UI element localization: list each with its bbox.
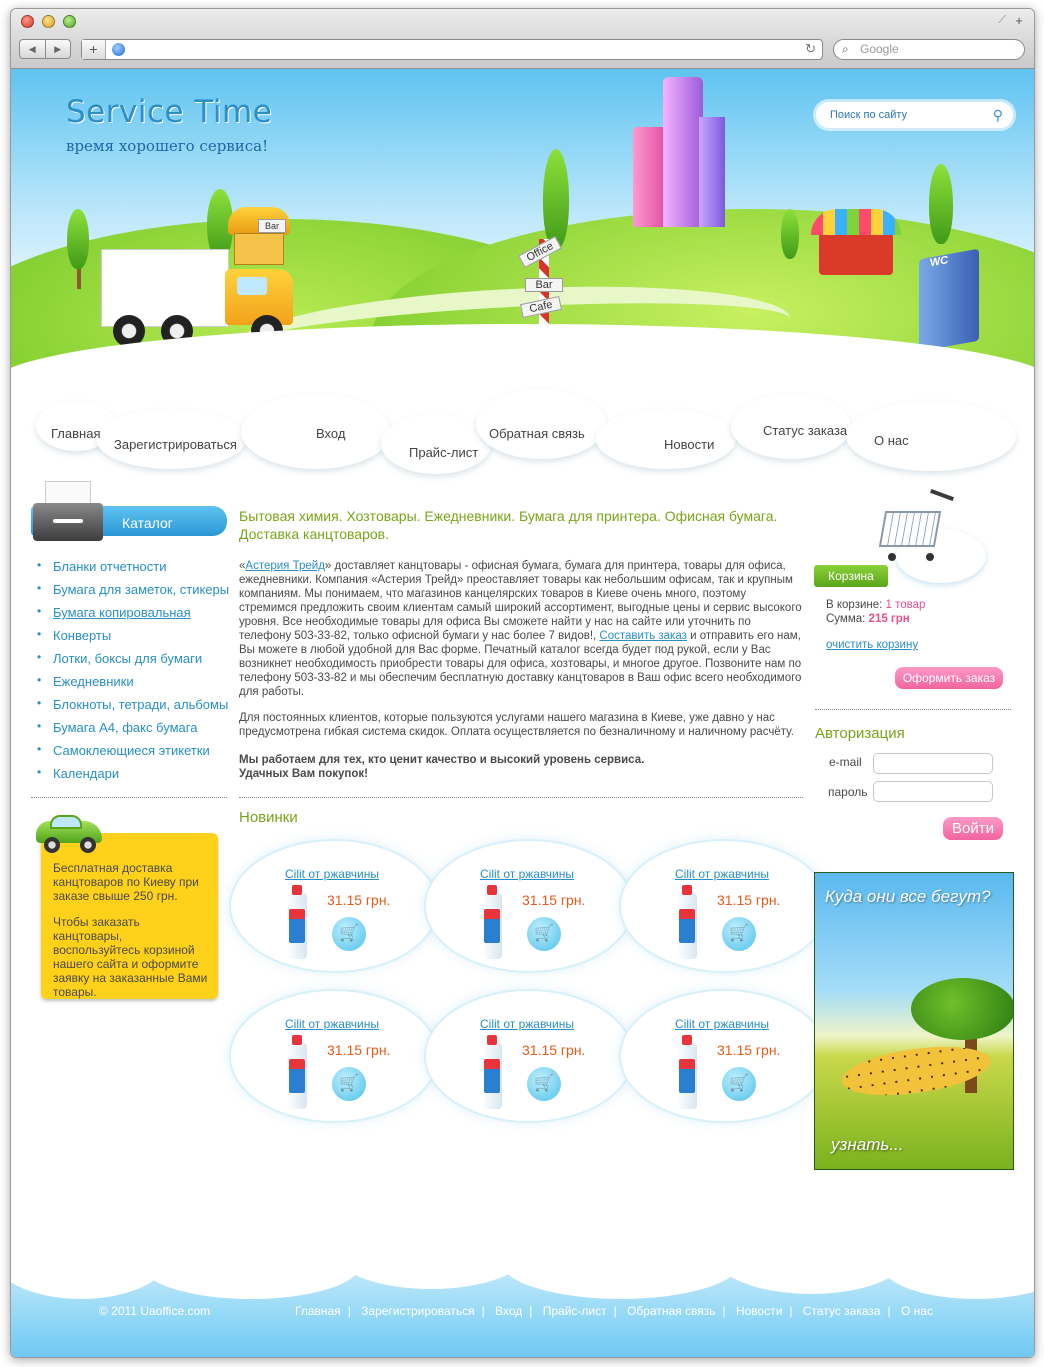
browser-search-input[interactable] [833, 39, 1025, 60]
header-scene [11, 69, 1035, 399]
footer-link-feedback[interactable]: Обратная связь [627, 1304, 716, 1318]
checkout-button[interactable]: Оформить заказ [895, 667, 1003, 689]
slogan-text: Мы работаем для тех, кто ценит качество и высокий уровень сервиса. Удачных Вам покупок! [239, 754, 645, 780]
product-price: 31.15 грн. [717, 1042, 781, 1058]
copyright: © 2011 Uaoffice.com [99, 1304, 211, 1318]
tree [543, 149, 569, 249]
product-price: 31.15 грн. [327, 892, 391, 908]
car-icon [36, 813, 102, 851]
footer-link-about[interactable]: О нас [901, 1304, 933, 1318]
product-price: 31.15 грн. [522, 892, 586, 908]
promo-more-link[interactable]: узнать... [831, 1135, 904, 1154]
browser-toolbar [11, 9, 1034, 69]
main-nav [11, 389, 1035, 489]
product-image[interactable] [482, 1035, 502, 1109]
delivery-text: Бесплатная доставка канцтоваров по Киеву при заказе свыше 250 грн. [53, 861, 199, 903]
divider [815, 709, 1011, 710]
catalog-item[interactable]: • Лотки, боксы для бумаги [33, 651, 233, 674]
delivery-text: Чтобы заказать канцтовары, воспользуйтесь корзиной нашего сайта и оформите заявку на заказанные Вами товары. [53, 915, 208, 999]
new-products-title: Новинки [239, 809, 298, 826]
nav-register[interactable]: Зарегистрироваться [114, 437, 237, 452]
product-card [239, 841, 429, 971]
email-field[interactable] [873, 753, 993, 774]
delivery-info-box [41, 833, 218, 999]
promo-question: Куда они все бегут? [825, 887, 991, 906]
footer [11, 1209, 1035, 1357]
tree [929, 164, 953, 244]
product-card [434, 991, 624, 1121]
sign-bar: Bar [525, 278, 563, 292]
product-price: 31.15 грн. [717, 892, 781, 908]
truck-illustration [101, 249, 229, 327]
catalog-item[interactable]: • Календари [33, 766, 233, 789]
catalog-list [33, 559, 233, 789]
new-tab-icon[interactable]: + [1015, 13, 1023, 28]
product-image[interactable] [287, 1035, 307, 1109]
product-image[interactable] [677, 885, 697, 959]
search-icon[interactable]: ⚲ [992, 107, 1003, 123]
catalog-item[interactable]: • Ежедневники [33, 674, 233, 697]
cart-sum: 215 грн [868, 613, 910, 625]
auth-title: Авторизация [815, 725, 905, 742]
footer-link-home[interactable]: Главная [295, 1304, 341, 1318]
email-label: e-mail [829, 755, 862, 769]
skyscraper-illustration [633, 77, 723, 227]
nav-about[interactable]: О нас [874, 433, 909, 448]
catalog-item[interactable]: • Бланки отчетности [33, 559, 233, 582]
footer-link-order-status[interactable]: Статус заказа [802, 1304, 881, 1318]
add-to-cart-icon[interactable]: 🛒 [332, 1067, 366, 1101]
site-tagline: время хорошего сервиса! [66, 137, 269, 155]
divider [31, 797, 227, 798]
catalog-title: Каталог [122, 515, 173, 531]
site-search-input[interactable] [816, 102, 1013, 128]
catalog-item[interactable]: • Бумага для заметок, стикеры [33, 582, 233, 605]
truck-window [237, 277, 267, 295]
product-image[interactable] [287, 885, 307, 959]
tree [781, 209, 799, 259]
tree [67, 209, 89, 269]
footer-link-login[interactable]: Вход [495, 1304, 523, 1318]
catalog-item[interactable]: • Блокноты, тетради, альбомы [33, 697, 233, 720]
product-name-link[interactable]: Cilit от ржавчины [285, 867, 379, 881]
nav-price-list[interactable]: Прайс-лист [409, 445, 479, 460]
leopard-illustration [839, 1039, 994, 1103]
add-to-cart-icon[interactable]: 🛒 [527, 917, 561, 951]
nav-feedback[interactable]: Обратная связь [489, 426, 585, 441]
page-title: Бытовая химия. Хозтовары. Ежедневники. Бумага для принтера. Офисная бумага. Доставка канцтоваров. [239, 508, 778, 542]
resize-icon[interactable]: ⟋ [998, 14, 1006, 26]
wc-building-sign: WC [929, 254, 949, 270]
discount-text: Для постоянных клиентов, которые пользуются услугами нашего магазина в Киеве, уже давно у нас предусмотрена гибкая система скидок. Оплата осуществляется по безналичному и наличному расчёту. [239, 712, 794, 738]
product-card [629, 841, 819, 971]
nav-home[interactable]: Главная [51, 426, 101, 441]
product-card [629, 991, 819, 1121]
add-to-cart-icon[interactable]: 🛒 [527, 1067, 561, 1101]
footer-link-register[interactable]: Зарегистрироваться [361, 1304, 475, 1318]
back-icon[interactable]: ◀ [20, 40, 46, 58]
paper-tray-icon [33, 481, 103, 541]
history-buttons [19, 39, 71, 59]
site-logo[interactable]: Service Time [66, 94, 273, 130]
browser-window [10, 8, 1035, 1358]
cart-button[interactable]: Корзина [814, 565, 888, 587]
password-field[interactable] [873, 781, 993, 802]
address-bar[interactable] [81, 39, 823, 60]
product-image[interactable] [677, 1035, 697, 1109]
browser-search-placeholder: Google [860, 42, 899, 56]
catalog-item[interactable]: • Конверты [33, 628, 233, 651]
catalog-item[interactable]: • Бумага А4, факс бумага [33, 720, 233, 743]
footer-nav: Главная | Зарегистрироваться | Вход | Прайс-лист | Обратная связь | Новости | Статус заказа | О нас [295, 1304, 933, 1318]
search-icon: ⌕ [842, 42, 849, 56]
add-to-cart-icon[interactable]: 🛒 [722, 1067, 756, 1101]
product-name-link[interactable]: Cilit от ржавчины [480, 867, 574, 881]
product-card [434, 841, 624, 971]
nav-order-status[interactable]: Статус заказа [763, 423, 848, 438]
reload-icon[interactable]: ↻ [805, 41, 816, 56]
catalog-item[interactable]: • Бумага копировальная [33, 605, 233, 628]
nav-news[interactable]: Новости [664, 437, 715, 452]
footer-link-price-list[interactable]: Прайс-лист [542, 1304, 607, 1318]
divider [239, 797, 803, 798]
add-to-cart-icon[interactable]: 🛒 [332, 917, 366, 951]
product-price: 31.15 грн. [327, 1042, 391, 1058]
password-label: пароль [828, 785, 868, 799]
catalog-item[interactable]: • Самоклеющиеся этикетки [33, 743, 233, 766]
login-button[interactable]: Войти [943, 817, 1003, 840]
company-link[interactable]: Астерия Трейд [245, 560, 325, 572]
product-name-link[interactable]: Cilit от ржавчины [285, 1017, 379, 1031]
globe-icon [112, 43, 125, 56]
nav-login[interactable]: Вход [316, 426, 346, 441]
shopping-cart-icon [876, 489, 986, 589]
intro-text: «Астерия Трейд» доставляет канцтовары - офисная бумага, бумага для принтера, товары для офиса, ежедневники. Компания «Астерия Трейд» преоставляет товары как небольшим офисам, так и крупным компаниям. Мы понимаем, что магазинов канцелярских товаров в Киеве очень много, поэтому стремимся предложить своим клиентам самый широкий ассортимент, выгодные цены и сервис высокого уровня. Все необходимые товары для офиса Вы сможете найти у нас на сайте или уточнить по телефону 503-33-82, только офисной бумаги у нас более 7 видов!, Составить заказ и отправить его нам, Вы можете в любой удобной для Вас форме. Печатный каталог всегда будет под рукой, если у Вас возникнет необходимость приобрести товары для офиса, хозтовары, и многое другое. Позвоните нам по телефону 503-33-82 и мы обеспечим бесплатную доставку канцтоваров в Ваш офис всего необходимого для работы. [239, 560, 802, 698]
product-name-link[interactable]: Cilit от ржавчины [675, 867, 769, 881]
add-to-cart-icon[interactable]: 🛒 [722, 917, 756, 951]
cart-count: 1 товар [885, 599, 926, 611]
minimize-window-icon[interactable] [42, 15, 55, 28]
promo-banner[interactable] [814, 872, 1014, 1170]
sign-office: Office [518, 236, 562, 268]
wc-building-illustration [919, 249, 979, 352]
make-order-link[interactable]: Составить заказ [599, 630, 687, 642]
bar-house-illustration [228, 207, 290, 267]
zoom-window-icon[interactable] [63, 15, 76, 28]
product-price: 31.15 грн. [522, 1042, 586, 1058]
product-image[interactable] [482, 885, 502, 959]
clear-cart-link[interactable]: очистить корзину [826, 639, 919, 651]
bar-house-sign: Bar [258, 219, 286, 233]
add-bookmark-icon[interactable]: + [82, 40, 106, 59]
page-viewport [11, 69, 1035, 1357]
forward-icon[interactable]: ▶ [54, 44, 62, 54]
product-name-link[interactable]: Cilit от ржавчины [675, 1017, 769, 1031]
close-window-icon[interactable] [21, 15, 34, 28]
cart-summary: В корзине: 1 товар Сумма: 215 грн [826, 599, 926, 625]
site-search-placeholder: Поиск по сайту [830, 109, 908, 121]
footer-link-news[interactable]: Новости [735, 1304, 783, 1318]
product-card [239, 991, 429, 1121]
sign-cafe: Cafe [520, 296, 562, 318]
product-name-link[interactable]: Cilit от ржавчины [480, 1017, 574, 1031]
shop-illustration [811, 189, 901, 279]
